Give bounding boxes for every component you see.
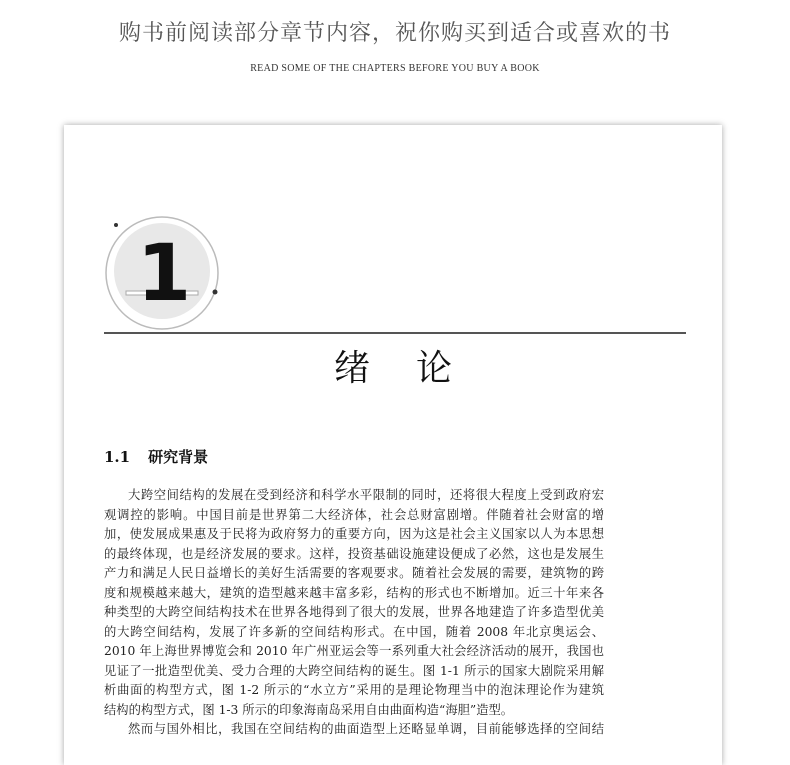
- paragraph-line: 的大跨空间结构，发展了许多新的空间结构形式。在中国，随着 2008 年北京奥运会、: [104, 624, 604, 639]
- chapter-badge: [102, 213, 226, 337]
- paragraph-line: 析曲面的构型方式，图 1-2 所示的“水立方”采用的是理论物理当中的泡沫理论作为建筑: [104, 683, 604, 697]
- paragraph-line: 观调控的影响。中国目前是世界第二大经济体，社会总财富剧增。伴随着社会财富的增: [104, 507, 604, 522]
- paragraph-line: 种类型的大跨空间结构技术在世界各地得到了很大的发展，世界各地建造了许多造型优美: [104, 605, 604, 619]
- paragraph-line: 然而与国外相比，我国在空间结构的曲面造型上还略显单调，目前能够选择的空间结: [128, 722, 604, 736]
- section-number: 1.1: [104, 448, 131, 466]
- book-page: [64, 125, 722, 765]
- chapter-number: 1: [136, 229, 192, 319]
- section-heading: [104, 446, 208, 467]
- chapter-title: 绪论: [333, 348, 498, 389]
- body-text: [104, 486, 604, 740]
- paragraph-line: 大跨空间结构的发展在受到经济和科学水平限制的同时，还将很大程度上受到政府宏: [128, 488, 604, 502]
- section-title: 研究背景: [148, 448, 209, 466]
- paragraph-line: 结构的构型方式，图 1-3 所示的印象海南岛采用自由曲面构造“海胆”造型。: [104, 702, 514, 717]
- banner-subtitle: READ SOME OF THE CHAPTERS BEFORE YOU BUY A BOOK: [250, 63, 540, 74]
- paragraph-line: 度和规模越来越大，建筑的造型越来越丰富多彩，结构的形式也不断增加。近三十年来各: [104, 585, 604, 600]
- paragraph-line: 加，使发展成果惠及于民将为政府努力的重要方向，因为这是社会主义国家以人为本思想: [104, 527, 604, 541]
- paragraph-line: 的最终体现，也是经济发展的要求。这样，投资基础设施建设便成了必然，这也是发展生: [104, 546, 604, 561]
- banner-title: 购书前阅读部分章节内容，祝你购买到适合或喜欢的书: [118, 21, 671, 46]
- paragraph-line: 2010 年上海世界博览会和 2010 年广州亚运会等一系列重大社会经济活动的展开，我国也: [104, 644, 604, 658]
- paragraph-line: 产力和满足人民日益增长的美好生活需要的客观要求。随着社会发展的需要，建筑物的跨: [104, 566, 604, 580]
- chapter-divider: [104, 332, 686, 334]
- paragraph-line: 见证了一批造型优美、受力合理的大跨空间结构的诞生。图 1-1 所示的国家大剧院采用解: [104, 663, 604, 678]
